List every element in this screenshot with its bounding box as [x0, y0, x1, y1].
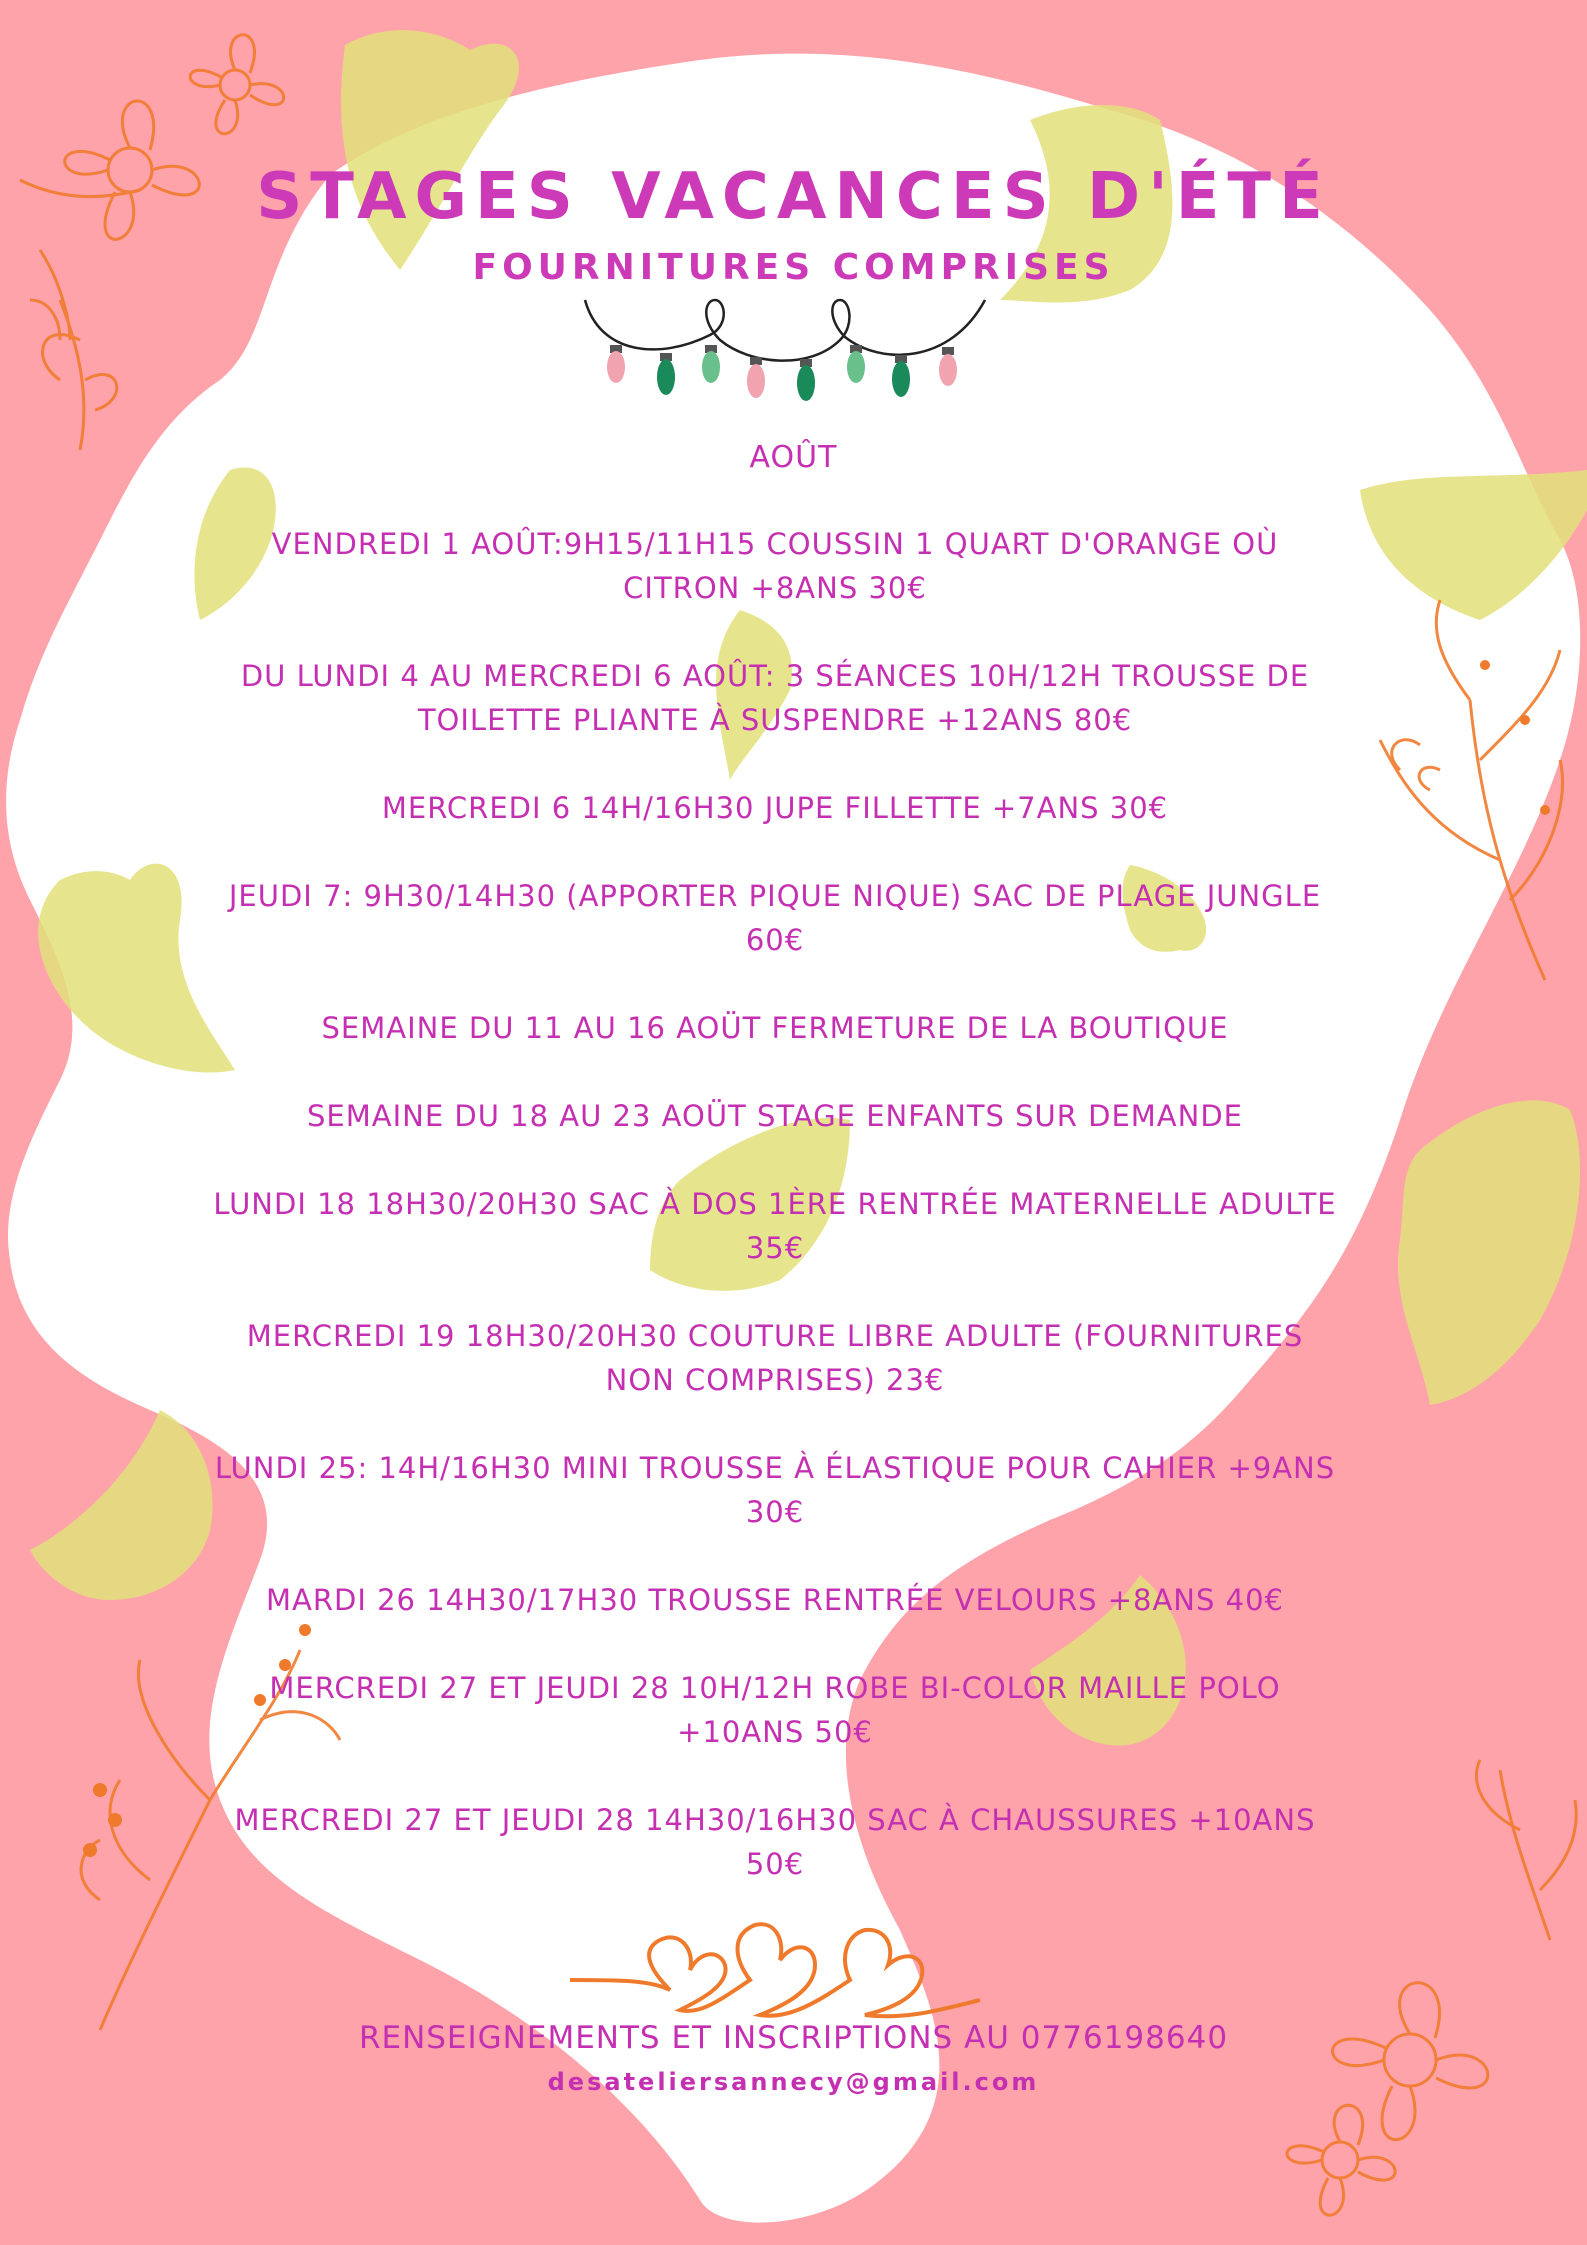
event-item: DU LUNDI 4 AU MERCREDI 6 AOÛT: 3 SÉANCES 10H/12H TROUSSE DE TOILETTE PLIANTE À SUSPENDRE +12ANS 80€ [240, 659, 1310, 737]
contact-email[interactable]: desateliersannecy@gmail.com [547, 2068, 1040, 2096]
event-item: LUNDI 18 18H30/20H30 SAC À DOS 1ÈRE RENTRÉE MATERNELLE ADULTE 35€ [213, 1187, 1337, 1265]
event-item: SEMAINE DU 11 AU 16 AOÜT FERMETURE DE LA BOUTIQUE [321, 1011, 1229, 1045]
page-subtitle: FOURNITURES COMPRISES [472, 247, 1115, 288]
event-item: MERCREDI 27 ET JEUDI 28 14H30/16H30 SAC À CHAUSSURES +10ANS 50€ [234, 1803, 1316, 1881]
month-heading: AOÛT [749, 440, 838, 475]
events-list [210, 522, 1340, 1930]
event-item: JEUDI 7: 9H30/14H30 (APPORTER PIQUE NIQUE) SAC DE PLAGE JUNGLE 60€ [228, 879, 1322, 957]
page-title: STAGES VACANCES D'ÉTÉ [256, 160, 1331, 234]
event-item: MERCREDI 27 ET JEUDI 28 10H/12H ROBE BI-COLOR MAILLE POLO +10ANS 50€ [269, 1671, 1281, 1749]
event-item: MARDI 26 14H30/17H30 TROUSSE RENTRÉE VELOURS +8ANS 40€ [266, 1583, 1284, 1617]
event-item: VENDREDI 1 AOÛT:9H15/11H15 COUSSIN 1 QUART D'ORANGE OÙ CITRON +8ANS 30€ [271, 527, 1279, 605]
event-item: SEMAINE DU 18 AU 23 AOÜT STAGE ENFANTS SUR DEMANDE [307, 1099, 1243, 1133]
event-item: MERCREDI 6 14H/16H30 JUPE FILLETTE +7ANS 30€ [381, 791, 1169, 825]
event-item: MERCREDI 19 18H30/20H30 COUTURE LIBRE ADULTE (FOURNITURES NON COMPRISES) 23€ [246, 1319, 1304, 1397]
contact-info: RENSEIGNEMENTS ET INSCRIPTIONS AU 0776198640 [358, 2020, 1229, 2056]
event-item: LUNDI 25: 14H/16H30 MINI TROUSSE À ÉLASTIQUE POUR CAHIER +9ANS 30€ [214, 1451, 1336, 1529]
